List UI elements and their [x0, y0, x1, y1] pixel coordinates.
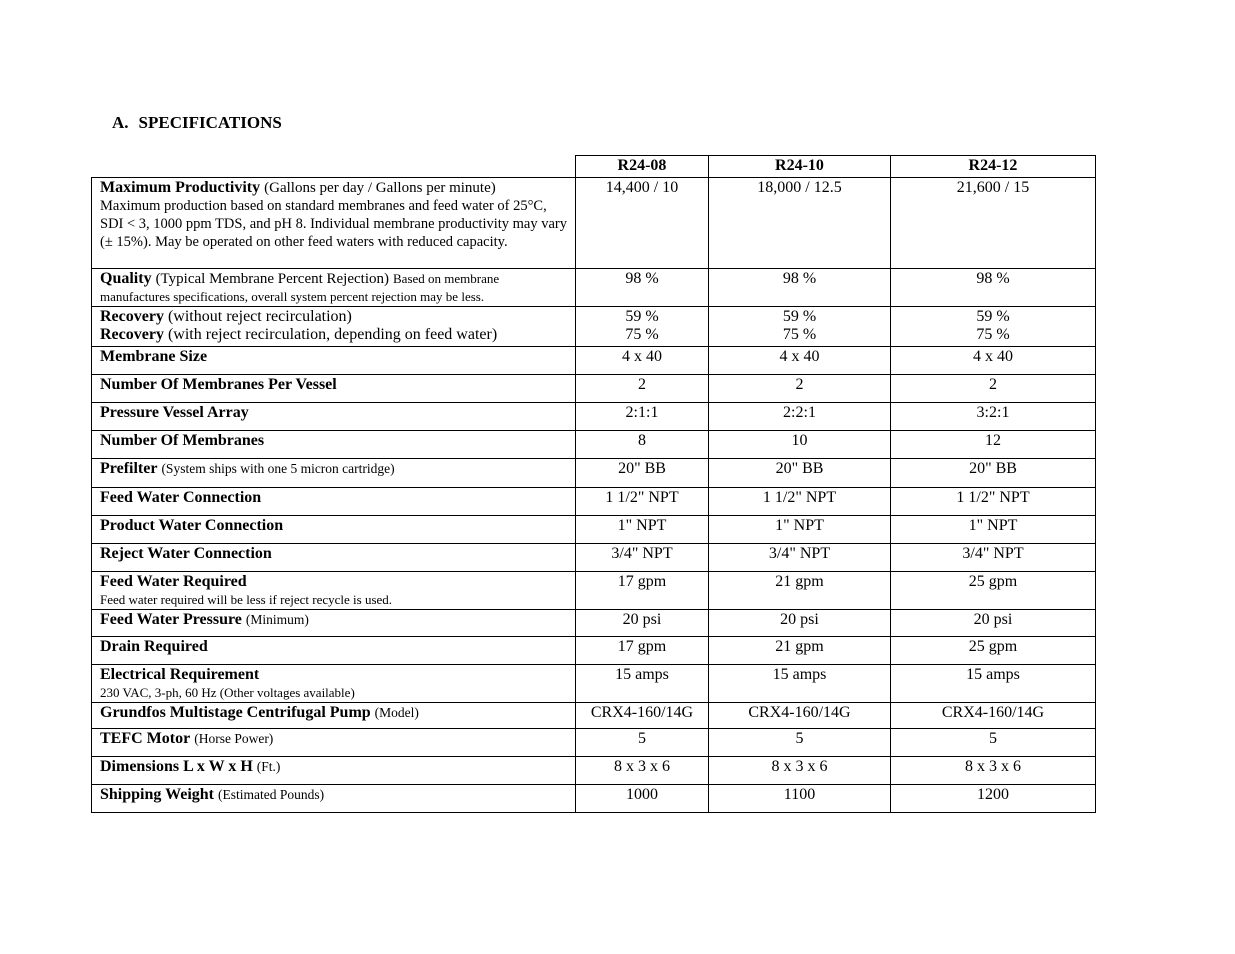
- value-cell: 20" BB: [576, 459, 709, 488]
- value-cell: 5: [709, 729, 891, 757]
- table-row: [92, 516, 1096, 544]
- value-cell: 1" NPT: [891, 516, 1096, 544]
- value-cell: 25 gpm: [891, 637, 1096, 665]
- value-cell: CRX4-160/14G: [891, 703, 1096, 729]
- table-row: [92, 347, 1096, 375]
- value-cell: 20" BB: [709, 459, 891, 488]
- value-cell: 98 %: [576, 269, 709, 307]
- value-cell: 14,400 / 10: [576, 178, 709, 269]
- row-label: Quality: [100, 270, 152, 287]
- row-label-cell: [92, 488, 576, 516]
- row-label: Dimensions L x W x H: [100, 758, 253, 775]
- table-row: [92, 178, 1096, 269]
- row-label-cell: [92, 637, 576, 665]
- row-label: Membrane Size: [100, 348, 208, 365]
- value-cell: 5: [891, 729, 1096, 757]
- table-row: [92, 375, 1096, 403]
- value-line: 75 %: [782, 326, 817, 343]
- value-cell: 12: [891, 431, 1096, 459]
- row-label-cell: [92, 307, 576, 347]
- row-note: Based on membrane manufactures specifications, overall system percent rejection may be less.: [100, 271, 500, 304]
- value-cell: 98 %: [891, 269, 1096, 307]
- row-label-paren: (Gallons per day / Gallons per minute): [264, 180, 496, 196]
- value-cell: 20 psi: [576, 610, 709, 637]
- table-row: [92, 757, 1096, 785]
- row-label-cell: [92, 516, 576, 544]
- table-row: [92, 729, 1096, 757]
- value-cell: 3/4" NPT: [576, 544, 709, 572]
- row-label-cell: [92, 544, 576, 572]
- value-cell: 2: [891, 375, 1096, 403]
- value-cell: 21,600 / 15: [891, 178, 1096, 269]
- value-cell: 4 x 40: [576, 347, 709, 375]
- value-cell: 20" BB: [891, 459, 1096, 488]
- value-cell: 15 amps: [709, 665, 891, 703]
- table-row: [92, 403, 1096, 431]
- table-row: [92, 637, 1096, 665]
- row-note: Maximum production based on standard membranes and feed water of 25°C, SDI < 3, 1000 ppm TDS, and pH 8. Individual membrane productivity may vary (± 15%). May be operated on other feed waters with reduced capacity.: [100, 198, 568, 250]
- row-label-paren: (Model): [374, 705, 419, 720]
- table-row: [92, 572, 1096, 610]
- section-heading: [112, 113, 282, 133]
- row-label-paren: (with reject recirculation, depending on feed water): [167, 326, 498, 343]
- specifications-table: [91, 155, 1096, 813]
- value-cell: 3/4" NPT: [891, 544, 1096, 572]
- row-note: 230 VAC, 3-ph, 60 Hz (Other voltages available): [100, 685, 355, 700]
- value-cell: [891, 307, 1096, 347]
- value-cell: 98 %: [709, 269, 891, 307]
- value-cell: 3:2:1: [891, 403, 1096, 431]
- row-label: Feed Water Pressure: [100, 611, 242, 628]
- header-blank-cell: [92, 156, 576, 178]
- value-cell: 20 psi: [709, 610, 891, 637]
- row-label: Pressure Vessel Array: [100, 404, 249, 421]
- value-cell: 2: [709, 375, 891, 403]
- value-cell: 25 gpm: [891, 572, 1096, 610]
- row-label-cell: [92, 610, 576, 637]
- row-label: Shipping Weight: [100, 786, 214, 803]
- value-line: 75 %: [976, 326, 1010, 343]
- value-cell: 8 x 3 x 6: [576, 757, 709, 785]
- row-label: Reject Water Connection: [100, 545, 272, 562]
- row-label: Electrical Requirement: [100, 666, 260, 683]
- row-label: Grundfos Multistage Centrifugal Pump: [100, 704, 371, 721]
- value-line: 75 %: [625, 326, 659, 343]
- row-label: Feed Water Connection: [100, 489, 262, 506]
- value-cell: 1 1/2" NPT: [709, 488, 891, 516]
- table-row: [92, 610, 1096, 637]
- value-cell: 5: [576, 729, 709, 757]
- row-label: Number Of Membranes Per Vessel: [100, 376, 337, 393]
- value-cell: 4 x 40: [709, 347, 891, 375]
- value-cell: 8: [576, 431, 709, 459]
- row-label-cell: [92, 459, 576, 488]
- row-label-cell: [92, 665, 576, 703]
- row-label-paren: (System ships with one 5 micron cartridge): [161, 461, 395, 476]
- row-label-paren: (Minimum): [245, 612, 309, 627]
- row-label-paren: (Estimated Pounds): [217, 787, 325, 802]
- model-header: R24-12: [891, 156, 1096, 178]
- row-label-cell: [92, 431, 576, 459]
- value-cell: 2:1:1: [576, 403, 709, 431]
- table-row: [92, 665, 1096, 703]
- table-row: [92, 269, 1096, 307]
- section-letter: A.: [112, 113, 129, 132]
- row-label-paren: (Typical Membrane Percent Rejection): [155, 271, 389, 287]
- value-cell: 8 x 3 x 6: [891, 757, 1096, 785]
- value-cell: 1" NPT: [709, 516, 891, 544]
- value-cell: 18,000 / 12.5: [709, 178, 891, 269]
- table-row: [92, 703, 1096, 729]
- table-row: [92, 544, 1096, 572]
- row-label-paren: (Ft.): [256, 759, 281, 774]
- row-label-cell: [92, 757, 576, 785]
- row-label: Maximum Productivity: [100, 179, 261, 196]
- row-label-cell: [92, 375, 576, 403]
- row-label: Feed Water Required: [100, 573, 247, 590]
- header-row: [92, 156, 1096, 178]
- value-cell: 15 amps: [576, 665, 709, 703]
- row-label-cell: [92, 729, 576, 757]
- value-cell: 15 amps: [891, 665, 1096, 703]
- row-label: Recovery: [100, 308, 164, 325]
- table-row: [92, 785, 1096, 813]
- row-label-cell: [92, 403, 576, 431]
- value-cell: [576, 307, 709, 347]
- row-label-cell: [92, 347, 576, 375]
- row-label-cell: [92, 703, 576, 729]
- value-cell: 2:2:1: [709, 403, 891, 431]
- table-row: [92, 431, 1096, 459]
- row-label: Prefilter: [100, 460, 158, 477]
- value-cell: 1000: [576, 785, 709, 813]
- value-line: 59 %: [782, 308, 817, 325]
- row-label: TEFC Motor: [100, 730, 191, 747]
- row-label-cell: [92, 785, 576, 813]
- section-title: SPECIFICATIONS: [138, 113, 282, 132]
- value-line: 59 %: [976, 308, 1010, 325]
- value-cell: 1200: [891, 785, 1096, 813]
- table-row: [92, 459, 1096, 488]
- table-row: [92, 488, 1096, 516]
- row-label-cell: [92, 572, 576, 610]
- value-cell: 3/4" NPT: [709, 544, 891, 572]
- value-cell: 17 gpm: [576, 637, 709, 665]
- row-label-cell: [92, 269, 576, 307]
- value-cell: 20 psi: [891, 610, 1096, 637]
- row-label-cell: [92, 178, 576, 269]
- value-cell: CRX4-160/14G: [576, 703, 709, 729]
- value-cell: 1 1/2" NPT: [891, 488, 1096, 516]
- row-label: Drain Required: [100, 638, 208, 655]
- row-label: Product Water Connection: [100, 517, 284, 534]
- row-label-paren: (Horse Power): [194, 731, 274, 746]
- value-cell: 4 x 40: [891, 347, 1096, 375]
- value-cell: 1 1/2" NPT: [576, 488, 709, 516]
- row-label: Number Of Membranes: [100, 432, 265, 449]
- row-label: Recovery: [100, 326, 164, 343]
- value-cell: [709, 307, 891, 347]
- value-line: 59 %: [625, 308, 659, 325]
- value-cell: 8 x 3 x 6: [709, 757, 891, 785]
- value-cell: 17 gpm: [576, 572, 709, 610]
- value-cell: 21 gpm: [709, 637, 891, 665]
- value-cell: 2: [576, 375, 709, 403]
- model-header: R24-08: [576, 156, 709, 178]
- row-label-paren: (without reject recirculation): [167, 308, 352, 325]
- model-header: R24-10: [709, 156, 891, 178]
- table-row: [92, 307, 1096, 347]
- value-cell: 10: [709, 431, 891, 459]
- value-cell: 1100: [709, 785, 891, 813]
- row-note: Feed water required will be less if reject recycle is used.: [100, 592, 393, 607]
- value-cell: 21 gpm: [709, 572, 891, 610]
- value-cell: CRX4-160/14G: [709, 703, 891, 729]
- value-cell: 1" NPT: [576, 516, 709, 544]
